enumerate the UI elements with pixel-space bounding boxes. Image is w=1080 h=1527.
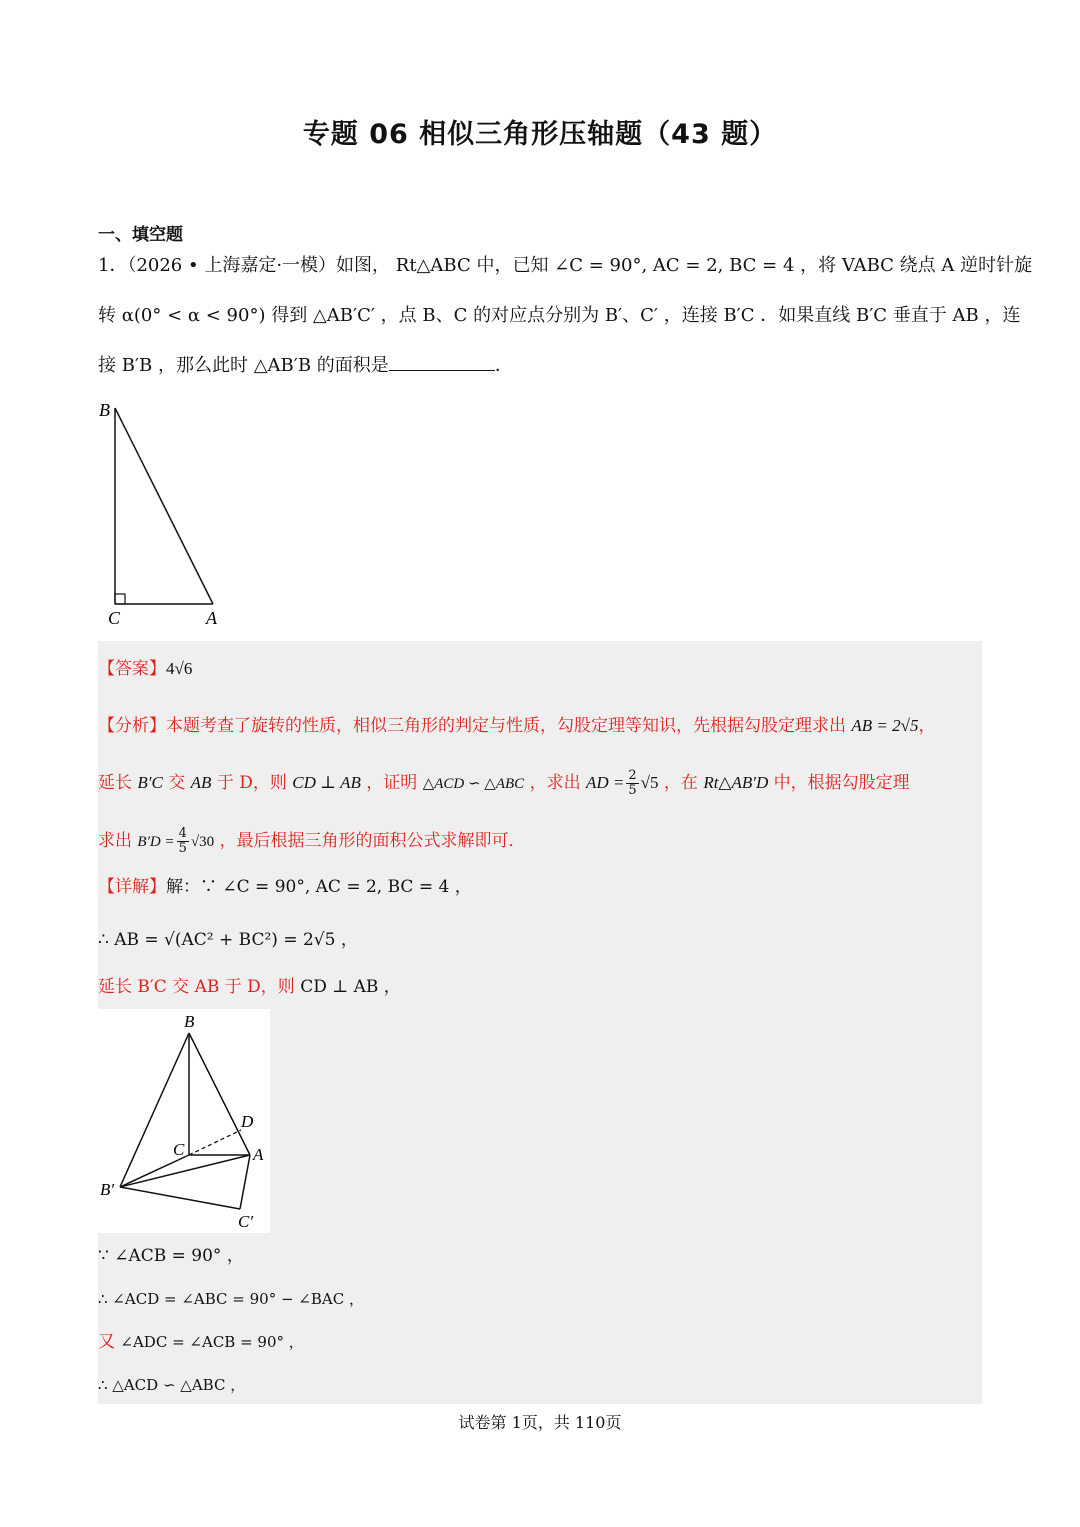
math-rt-ab1d: Rt△AB′D [703,773,769,792]
answer-value: 4√6 [166,659,193,678]
math-b1c: B′C [137,773,163,792]
triangle-figure [98,400,238,630]
label-a: A [206,608,217,628]
analysis-tag: 【分析】 [98,716,166,736]
analysis-text: 延长 [98,773,138,793]
analysis-end-1: ， [918,716,936,736]
label-c-prime: C′ [238,1212,254,1231]
analysis-text: 交 [162,773,191,793]
analysis-text: 求出 [98,831,138,851]
section-heading: 一、填空题 [98,225,183,245]
label-b-prime: B′ [100,1180,115,1199]
answer-line [98,657,192,681]
detail-text: CD ⊥ AB ， [300,977,401,997]
math-similar: △ACD ∽ △ABC [422,776,525,792]
analysis-line-3 [98,827,525,856]
page-footer: 试卷第 1页，共 110页 [458,1413,622,1432]
detail-line-5: ∴ ∠ACD = ∠ABC = 90° − ∠BAC ， [98,1290,364,1308]
label-c: C [108,608,121,628]
edge-ab [115,408,213,604]
math-ab: AB [190,773,212,792]
analysis-line-2 [98,769,910,798]
detail-line-7: ∴ △ACD ∽ △ABC ， [98,1376,246,1394]
label-c: C [173,1140,185,1159]
detail-line-2: ∴ AB = √(AC² + BC²) = 2√5 ， [98,930,358,950]
label-b: B [99,400,110,420]
math-sqrt5: √5 [640,773,659,792]
label-b: B [184,1012,195,1031]
analysis-text: 于 D，则 [211,773,293,793]
fraction-denominator: 5 [628,783,637,798]
answer-blank [389,354,495,371]
question-line-3 [98,354,513,378]
analysis-math-ab: AB = 2√5 [851,716,919,735]
question-line-3-text: 接 B′B ，那么此时 △AB′B 的面积是 [98,355,389,376]
fraction-numerator: 2 [628,768,637,783]
detail-line-4: ∵ ∠ACB = 90° ， [98,1246,244,1266]
analysis-text: ，在 [658,773,704,793]
analysis-text: ，最后根据三角形的面积公式求解即可． [214,831,526,851]
answer-tag: 【答案】 [98,659,166,679]
detail-text: 延长 B′C 交 AB 于 D，则 [98,977,301,997]
question-line-2: 转 α(0° < α < 90°) 得到 △AB′C′ ，点 B、C 的对应点分别为 B′、C′ ，连接 B′C ．如果直线 B′C 垂直于 AB ，连 [98,305,1021,326]
analysis-line-1 [98,714,935,738]
question-line-3-end: ． [494,355,513,376]
fraction-denominator: 5 [178,841,187,856]
question-line-1: 1．（2026 • 上海嘉定·一模）如图， Rt△ABC 中，已知 ∠C = 90°, AC = 2, BC = 4 ，将 VABC 绕点 A 逆时针旋 [98,255,1033,276]
detail-text: 又 [98,1332,121,1352]
analysis-text-1: 本题考查了旋转的性质，相似三角形的判定与性质，勾股定理等知识，先根据勾股定理求出 [166,716,852,736]
right-angle-mark [115,594,125,604]
analysis-text: ，求出 [524,773,586,793]
rotation-figure [98,1009,270,1233]
detail-line-6 [98,1330,304,1354]
detail-line-3 [98,975,401,999]
detail-text: 解：∵ ∠C = 90°, AC = 2, BC = 4 ， [166,877,472,897]
detail-tag: 【详解】 [98,877,166,897]
fraction-numerator: 4 [178,826,187,841]
analysis-text: ，证明 [360,773,423,793]
fraction-4-5 [177,827,189,856]
label-d: D [241,1112,254,1131]
fraction-2-5 [626,769,638,798]
math-b1d: B′D = [137,834,175,850]
label-a: A [253,1145,264,1164]
analysis-text: 中，根据勾股定理 [768,773,910,793]
math-cd-perp-ab: CD ⊥ AB [292,773,361,792]
math-sqrt30: √30 [190,834,215,850]
detail-text: ∠ADC = ∠ACB = 90° ， [120,1333,304,1351]
math-ad: AD = [585,773,625,792]
detail-line-1 [98,875,472,899]
page-title: 专题 06 相似三角形压轴题（43 题） [302,119,778,150]
